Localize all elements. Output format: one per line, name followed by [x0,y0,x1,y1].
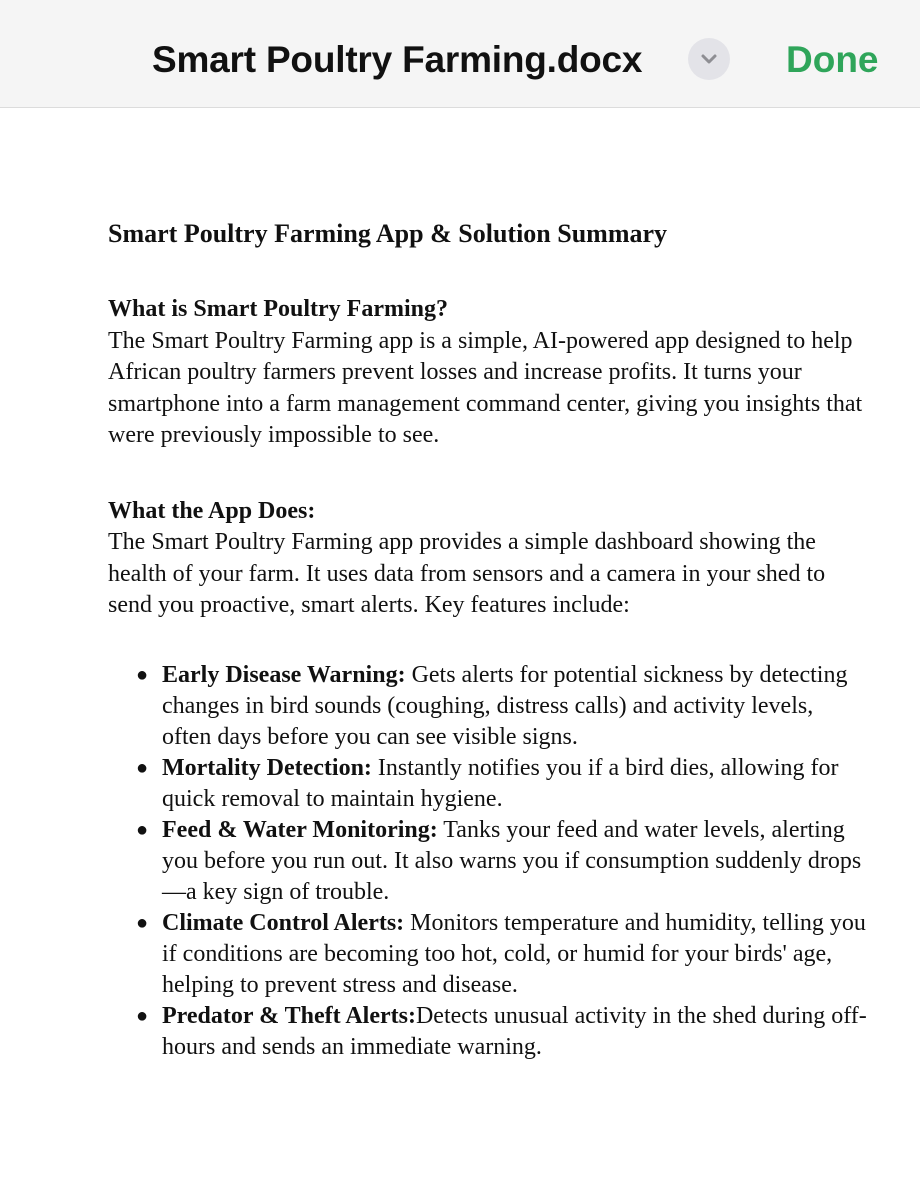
section-title: What is Smart Poultry Farming? [108,296,448,322]
feature-list [108,660,868,1063]
feature-name: Feed & Water Monitoring: [162,816,438,843]
chevron-down-icon[interactable] [688,38,730,80]
section-what-app-does [108,496,868,622]
feature-list-item [108,1001,868,1063]
feature-description: Detects unusual activity in the shed during off-hours and sends an immediate warning. [162,1002,867,1060]
section-paragraph: The Smart Poultry Farming app is a simple, AI-powered app designed to help African poultry farmers prevent losses and increase profits. It turns your smartphone into a farm management command center, giving you insights that were previously impossible to see. [108,327,863,448]
bullet-icon: ● [136,663,149,686]
done-button[interactable]: Done [786,39,879,80]
feature-name: Climate Control Alerts: [162,909,405,936]
bullet-icon: ● [136,818,149,841]
chevron-down-glyph [700,51,718,67]
section-paragraph: The Smart Poultry Farming app provides a simple dashboard showing the health of your farm. It uses data from sensors and a camera in your shed to send you proactive, smart alerts. Key features include: [108,529,826,618]
document-page[interactable] [0,108,920,1200]
feature-description: Tanks your feed and water levels, alerting you before you run out. It also warns you if consumption suddenly drops—a key sign of trouble. [162,816,862,905]
document-content [108,218,868,1063]
document-toolbar [0,0,920,108]
feature-name: Predator & Theft Alerts: [162,1002,416,1029]
bullet-icon: ● [136,756,149,779]
feature-description: Gets alerts for potential sickness by detecting changes in bird sounds (coughing, distress calls) and activity levels, often days before you can see visible signs. [162,661,848,750]
document-heading: Smart Poultry Farming App & Solution Summary [108,219,668,248]
feature-description: Monitors temperature and humidity, telling you if conditions are becoming too hot, cold, or humid for your birds' age, helping to prevent stress and disease. [162,909,866,998]
feature-name: Mortality Detection: [162,754,372,781]
feature-list-item [108,815,868,908]
section-what-is [108,294,868,452]
section-title: What the App Does: [108,497,316,524]
feature-description: Instantly notifies you if a bird dies, allowing for quick removal to maintain hygiene. [162,754,839,812]
bullet-icon: ● [136,1004,149,1027]
feature-list-item [108,660,868,753]
feature-list-item [108,908,868,1001]
feature-list-item [108,753,868,815]
feature-name: Early Disease Warning: [162,661,406,688]
bullet-icon: ● [136,911,149,934]
document-title[interactable]: Smart Poultry Farming.docx [152,39,643,80]
